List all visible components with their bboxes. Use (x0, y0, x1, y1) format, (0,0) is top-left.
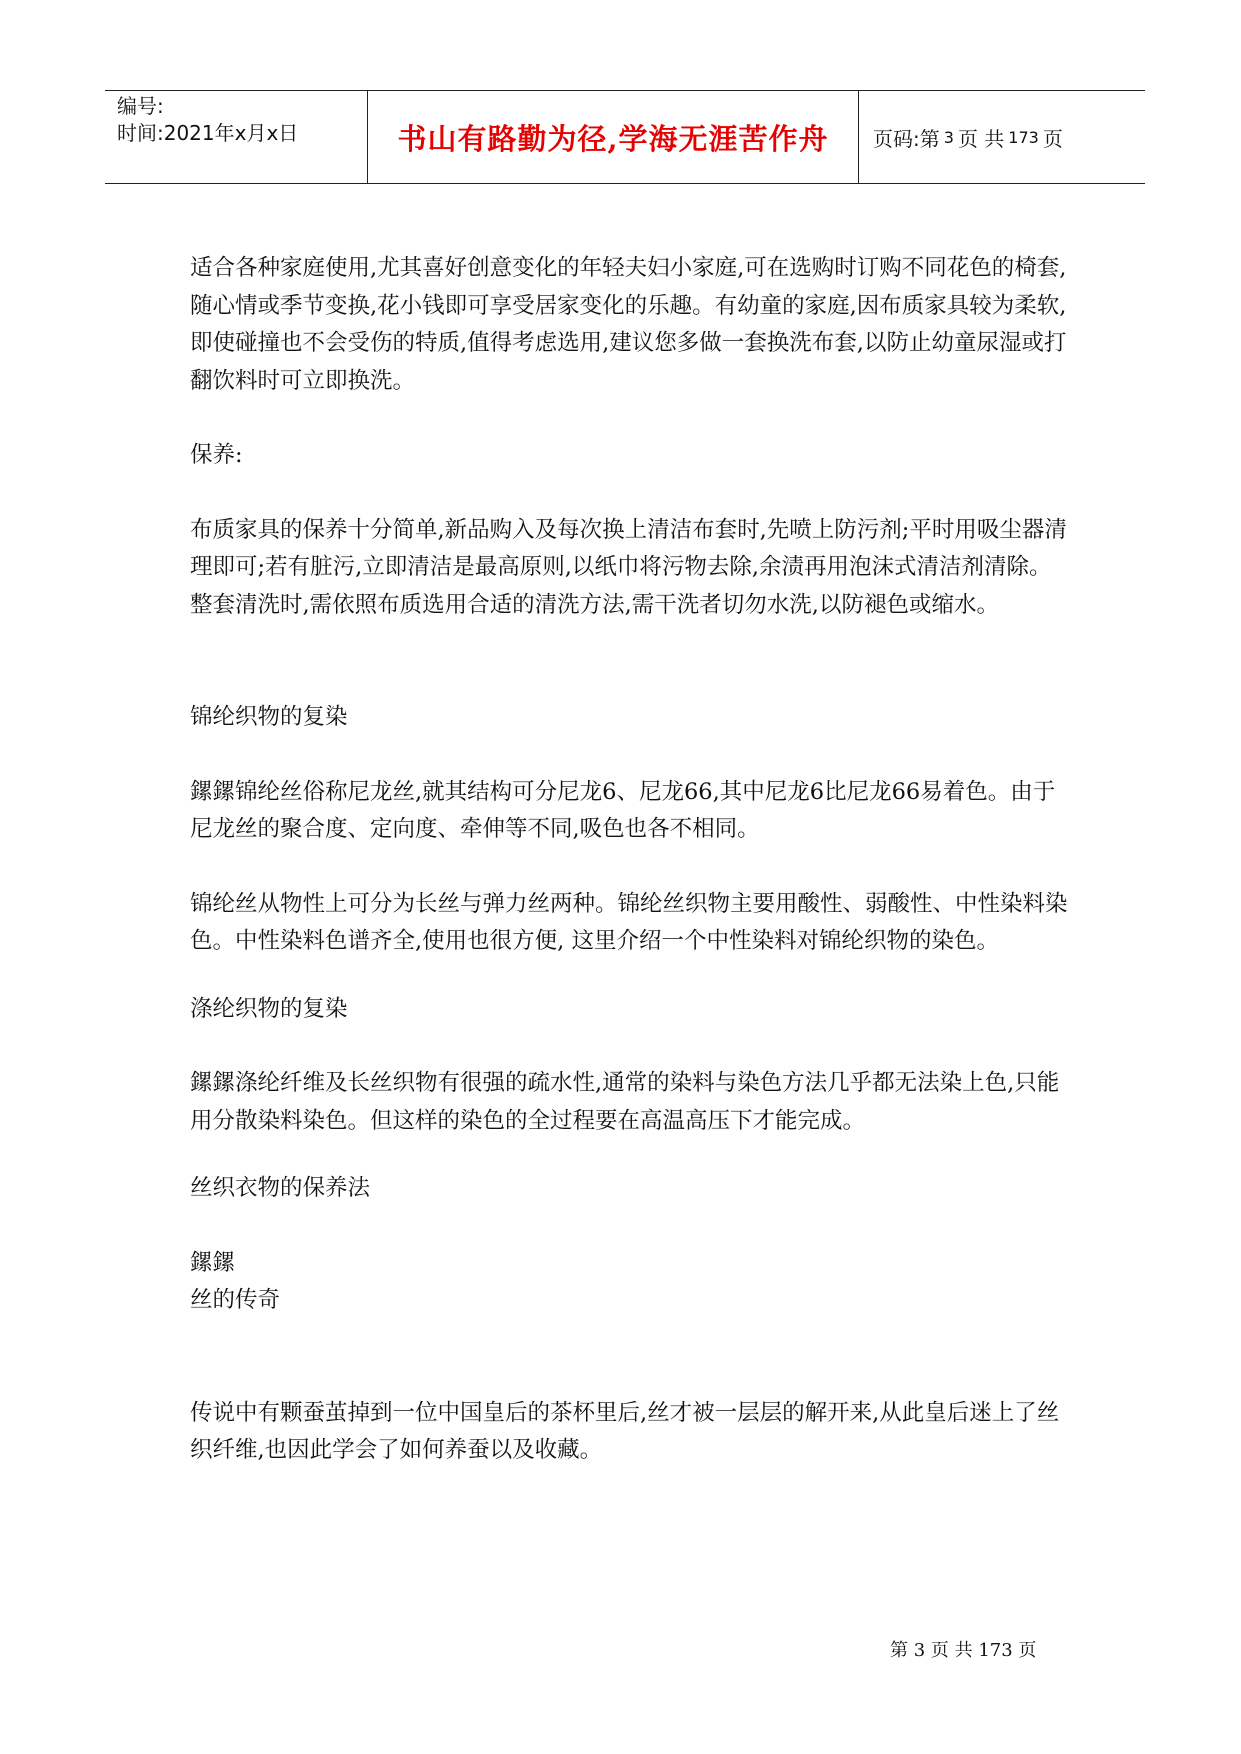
document-number-label: 编号: (117, 94, 164, 118)
section-heading: 涤纶织物的复染 (190, 995, 348, 1022)
paragraph: 锦纶丝从物性上可分为长丝与弹力丝两种。锦纶丝织物主要用酸性、弱酸性、中性染料染色。中性染料色谱齐全,使用也很方便, 这里介绍一个中性染料对锦纶织物的染色。 (190, 890, 1068, 954)
document-body (190, 250, 1070, 1470)
section-heading: 丝织衣物的保养法 (190, 1175, 371, 1201)
page-total: 173 (1008, 127, 1039, 147)
document-time-label: 时间:2021年x月x日 (117, 121, 299, 145)
paragraph: 传说中有颗蚕茧掉到一位中国皇后的茶杯里后,丝才被一层层的解开来,从此皇后迷上了丝织纤维,也因此学会了如何养蚕以及收藏。 (190, 1399, 1060, 1463)
paragraph: 适合各种家庭使用,尤其喜好创意变化的年轻夫妇小家庭,可在选购时订购不同花色的椅套,随心情或季节变换,花小钱即可享受居家变化的乐趣。有幼童的家庭,因布质家具较为柔软,即使碰撞也不会受伤的特质,值得考虑选用,建议您多做一套换洗布套,以防止幼童尿湿或打翻饮料时可立即换洗。 (190, 255, 1067, 394)
page-number: 3 (943, 127, 954, 147)
paragraph: 鏍鏍涤纶纤维及长丝织物有很强的疏水性,通常的染料与染色方法几乎都无法染上色,只能用分散染料染色。但这样的染色的全过程要在高温高压下才能完成。 (190, 1070, 1060, 1134)
paragraph: 布质家具的保养十分简单,新品购入及每次换上清洁布套时,先喷上防污剂;平时用吸尘器清理即可;若有脏污,立即清洁是最高原则,以纸巾将污物去除,余渍再用泡沫式清洁剂清除。整套清洗时,需依照布质选用合适的清洗方法,需干洗者切勿水洗,以防褪色或缩水。 (190, 516, 1067, 618)
page-mid: 页 共 (957, 126, 1005, 151)
section-heading: 锦纶织物的复染 (190, 704, 348, 730)
paragraph: 丝的传奇 (190, 1287, 281, 1313)
page-footer: 第 3 页 共 173 页 (890, 1640, 1037, 1661)
page-suffix: 页 (1042, 126, 1063, 151)
paragraph: 保养: (190, 442, 243, 468)
header-motto: 书山有路勤为径,学海无涯苦作舟 (368, 91, 859, 183)
header-page-info (859, 91, 1145, 183)
page-header (105, 90, 1145, 184)
page-prefix: 页码:第 (873, 126, 940, 151)
paragraph: 鏍鏍 (190, 1249, 236, 1276)
header-meta (105, 91, 368, 183)
paragraph: 鏍鏍锦纶丝俗称尼龙丝,就其结构可分尼龙6、尼龙66,其中尼龙6比尼龙66易着色。由于尼龙丝的聚合度、定向度、牵伸等不同,吸色也各不相同。 (190, 778, 1056, 842)
